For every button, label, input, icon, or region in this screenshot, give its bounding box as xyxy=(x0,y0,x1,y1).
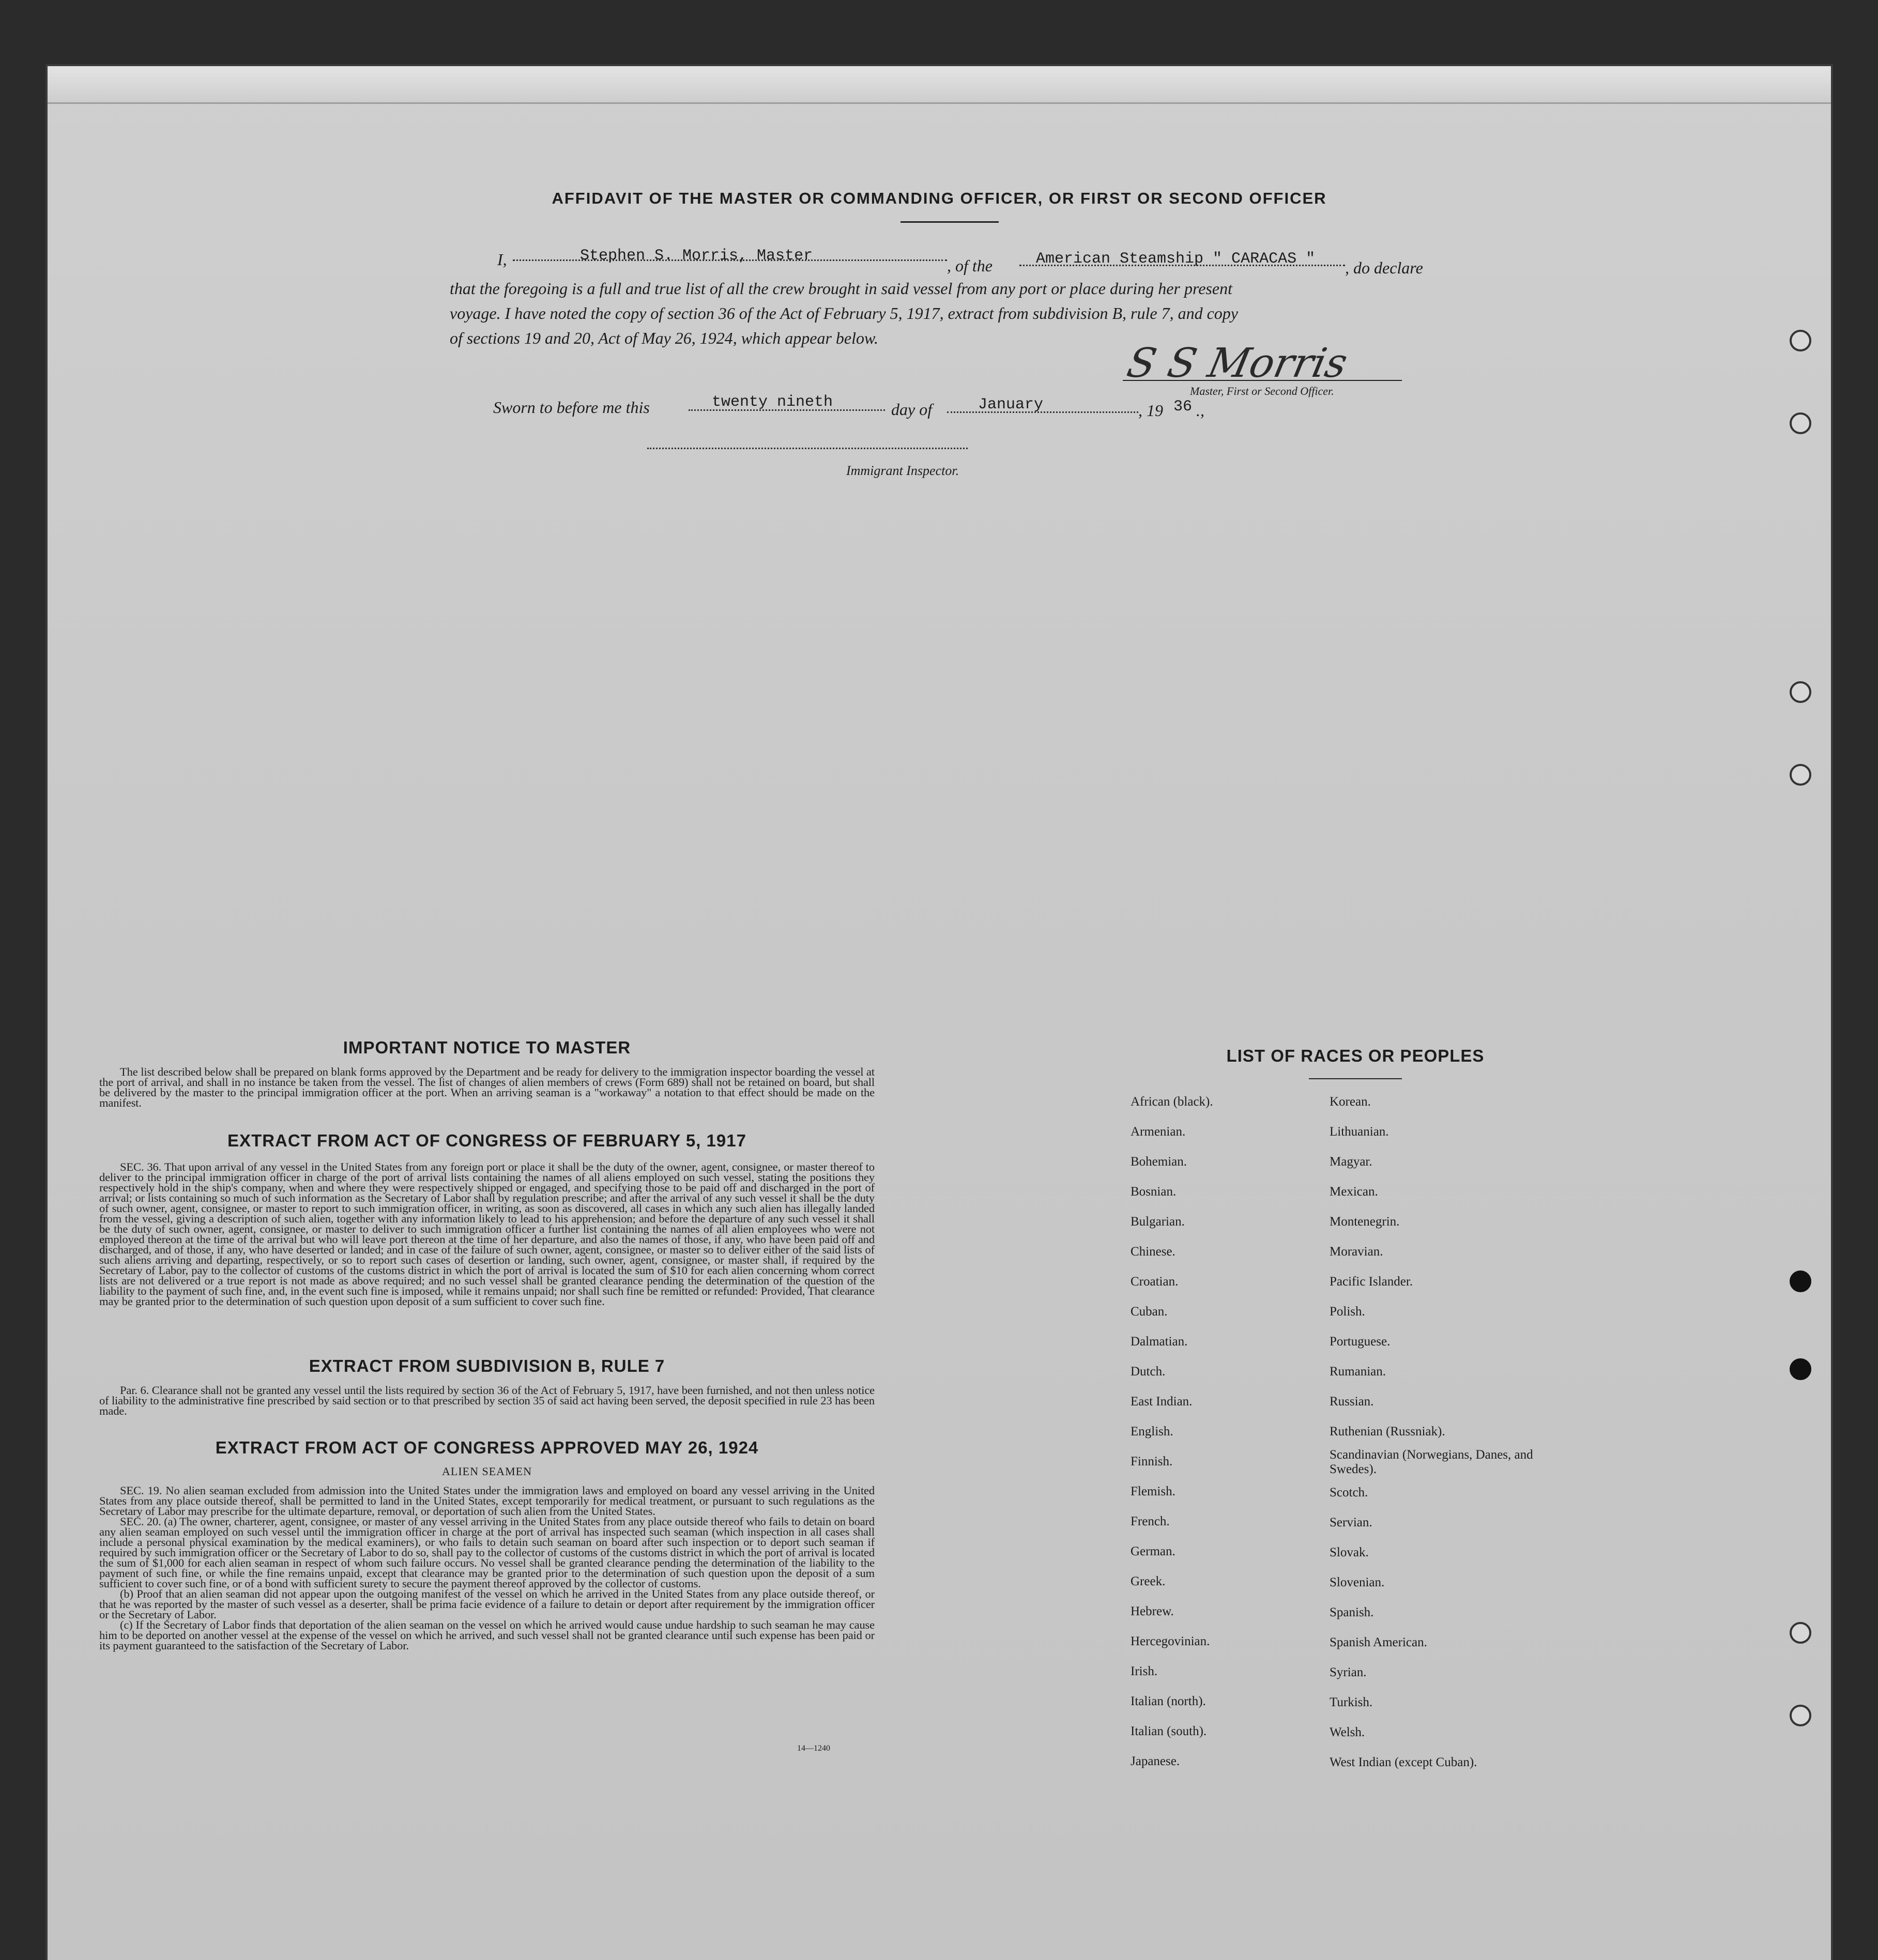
of-the-text: , of the xyxy=(947,256,993,275)
race-item: Scandinavian (Norwegians, Danes, and Swedes). xyxy=(1330,1448,1533,1476)
race-item: Spanish American. xyxy=(1330,1635,1427,1649)
binder-hole xyxy=(1790,412,1811,434)
affidavit-title: AFFIDAVIT OF THE MASTER OR COMMANDING OFFICER, OR FIRST OR SECOND OFFICER xyxy=(552,189,1327,207)
rule7-text: Par. 6. Clearance shall not be granted any vessel until the lists required by section 36 of the Act of February 5, 1917, have been furnished, and not then unless notice of liability to the administrative fine prescribed by said section or to that prescribed by section 35 of said act having been served, the deposit specified in rule 23 has been made. xyxy=(99,1384,875,1417)
sec20a-text: SEC. 20. (a) The owner, charterer, agent, consignee, or master of any vessel arriving in the United States from any place outside thereof who fails to detain on board any alien seaman employed on such vessel until the immigration officer in charge at the port of arrival has inspected such seaman (which inspection in all cases shall include a personal physical examination by the medical examiners), or who fails to detain such seaman on board after such inspection or to deport such seaman if required by such immigration officer or the Secretary of Labor to do so, shall pay to the collector of customs of the customs district in which the port of arrival is located the sum of $1,000 for each alien seaman in respect of whom such failure occurs. No vessel shall be granted clearance pending the determination of the liability to the payment of such fine, or while the fine remains unpaid, except that clearance may be granted prior to the determination of such question upon the deposit of a sum sufficient to cover such fine, or of a bond with sufficient surety to secure the payment thereof approved by the collector of customs. xyxy=(99,1515,875,1590)
race-item: Dutch. xyxy=(1131,1365,1166,1379)
extract-1917-title: EXTRACT FROM ACT OF CONGRESS OF FEBRUARY 5, 1917 xyxy=(227,1131,746,1150)
race-item: English. xyxy=(1131,1425,1173,1438)
binder-hole xyxy=(1790,764,1811,786)
binder-hole xyxy=(1790,1358,1811,1380)
signature-caption: Master, First or Second Officer. xyxy=(1190,385,1334,397)
race-item: French. xyxy=(1131,1514,1170,1528)
race-item: Korean. xyxy=(1330,1095,1371,1109)
form-number: 14—1240 xyxy=(797,1744,830,1753)
race-item: Bulgarian. xyxy=(1131,1215,1185,1229)
sworn-day: twenty nineth xyxy=(712,393,833,411)
affidavit-line-4: of sections 19 and 20, Act of May 26, 1924, which appear below. xyxy=(450,329,878,347)
sec20c-text: (c) If the Secretary of Labor finds that deportation of the alien seaman on the vessel on which he arrived would cause undue hardship to such seaman he may cause him to be deported on another vessel at the expense of the vessel on which he arrived, and such vessel shall not be granted clearance until such expense has been paid or its payment guaranteed to the satisfaction of the Secretary of Labor. xyxy=(99,1618,875,1652)
races-rule xyxy=(1309,1078,1402,1079)
notice-block xyxy=(99,1067,875,1108)
race-item: Bohemian. xyxy=(1131,1155,1187,1169)
races-right-column xyxy=(1330,1087,1557,1778)
race-item: Servian. xyxy=(1330,1515,1372,1529)
binder-hole xyxy=(1790,1622,1811,1644)
notice-title: IMPORTANT NOTICE TO MASTER xyxy=(343,1038,631,1057)
master-signature: S S Morris xyxy=(1123,340,1352,387)
sec20b-text: (b) Proof that an alien seaman did not appear upon the outgoing manifest of the vessel on which he arrived in the United States from any place outside thereof, or that he was reported by the master of such vessel as a deserter, shall be prima facie evidence of a failure to detain or deport after requirement by the immigration officer or the Secretary of Labor. xyxy=(99,1587,875,1621)
race-item: West Indian (except Cuban). xyxy=(1330,1755,1477,1769)
do-declare-text: , do declare xyxy=(1345,258,1423,277)
race-item: Portuguese. xyxy=(1330,1335,1391,1349)
inspector-caption: Immigrant Inspector. xyxy=(846,463,959,478)
race-item: Slovenian. xyxy=(1330,1575,1385,1589)
inspector-line xyxy=(647,448,968,449)
race-item: Hebrew. xyxy=(1131,1604,1174,1618)
binder-hole xyxy=(1790,1270,1811,1292)
document-page xyxy=(48,66,1831,1960)
races-left-column xyxy=(1131,1087,1213,1777)
race-item: Polish. xyxy=(1330,1305,1365,1319)
race-item: Mexican. xyxy=(1330,1185,1378,1199)
top-fold xyxy=(48,66,1831,104)
notice-text: The list described below shall be prepared on blank forms approved by the Department and be ready for delivery to the immigration inspector boarding the vessel at the port of arrival, and shall in no instance be taken from the vessel. The list of changes of alien members of crews (Form 689) shall not be retained on board, but shall be delivered by the master to the principal immigration officer at the port. When an arriving seaman is a "workaway" a notation to that effect should be made on the manifest. xyxy=(99,1065,875,1109)
race-item: Greek. xyxy=(1131,1574,1166,1588)
signature-line xyxy=(1123,380,1402,381)
year-prefix: , 19 xyxy=(1138,401,1163,420)
race-item: Slovak. xyxy=(1330,1545,1369,1559)
race-item: Flemish. xyxy=(1131,1484,1175,1498)
race-item: Cuban. xyxy=(1131,1305,1168,1319)
race-item: Croatian. xyxy=(1131,1275,1179,1289)
binder-hole xyxy=(1790,330,1811,351)
year-suffix: ., xyxy=(1196,401,1204,420)
race-item: Welsh. xyxy=(1330,1725,1365,1739)
race-item: Montenegrin. xyxy=(1330,1215,1400,1229)
day-of-text: day of xyxy=(891,400,933,419)
race-item: Hercegovinian. xyxy=(1131,1634,1210,1648)
race-item: Syrian. xyxy=(1330,1665,1367,1679)
race-item: Ruthenian (Russniak). xyxy=(1330,1425,1445,1438)
race-item: Finnish. xyxy=(1131,1454,1173,1468)
races-title: LIST OF RACES OR PEOPLES xyxy=(1226,1046,1485,1065)
title-rule xyxy=(900,221,999,223)
declarant-name: Stephen S. Morris, Master xyxy=(580,247,813,265)
rule7-title: EXTRACT FROM SUBDIVISION B, RULE 7 xyxy=(309,1356,665,1375)
sec19-text: SEC. 19. No alien seaman excluded from admission into the United States under the immigration laws and employed on board any vessel arriving in the United States from any place outside thereof, shall be permitted to land in the United States, except temporarily for medical treatment, or pursuant to such regulations as the Secretary of Labor may prescribe for the ultimate departure, removal, or deportation of such alien from the United States. xyxy=(99,1484,875,1518)
extract-1924-title: EXTRACT FROM ACT OF CONGRESS APPROVED MAY 26, 1924 xyxy=(215,1438,759,1457)
sworn-year: 36 xyxy=(1173,398,1193,416)
binder-hole xyxy=(1790,1705,1811,1726)
race-item: Pacific Islander. xyxy=(1330,1275,1413,1289)
race-item: Moravian. xyxy=(1330,1245,1383,1259)
race-item: Chinese. xyxy=(1131,1245,1175,1259)
race-item: Bosnian. xyxy=(1131,1185,1177,1199)
race-item: German. xyxy=(1131,1544,1175,1558)
race-item: East Indian. xyxy=(1131,1395,1193,1408)
vessel-name: American Steamship " CARACAS " xyxy=(1036,250,1316,268)
binder-hole xyxy=(1790,681,1811,703)
affidavit-line-2: that the foregoing is a full and true list of all the crew brought in said vessel from any port or place during her present xyxy=(450,279,1232,298)
race-item: Italian (south). xyxy=(1131,1724,1207,1738)
extract-1924-block xyxy=(99,1486,875,1703)
race-item: Turkish. xyxy=(1330,1695,1373,1709)
race-item: Spanish. xyxy=(1330,1605,1374,1619)
sworn-prefix: Sworn to before me this xyxy=(493,398,650,417)
affidavit-lead: I, xyxy=(497,250,507,269)
race-item: Japanese. xyxy=(1131,1754,1180,1768)
extract-1924-subtitle: ALIEN SEAMEN xyxy=(442,1465,532,1478)
race-item: Italian (north). xyxy=(1131,1694,1206,1708)
race-item: Armenian. xyxy=(1131,1125,1186,1139)
race-item: Magyar. xyxy=(1330,1155,1372,1169)
rule7-block xyxy=(99,1385,875,1417)
race-item: Lithuanian. xyxy=(1330,1125,1389,1139)
sworn-month: January xyxy=(978,396,1044,414)
extract-1917-text: SEC. 36. That upon arrival of any vessel in the United States from any foreign port or place it shall be the duty of the owner, agent, consignee, or master thereof to deliver to the principal immigration officer in charge of the port of arrival lists containing the names of all aliens employed on such vessel, stating the positions they respectively hold in the ship's company, when and where they were respectively shipped or engaged, and specifying those to be paid off and discharged in the port of arrival; or lists containing so much of such information as the Secretary of Labor shall by regulation prescribe; and after the arrival of any such vessel it shall be the duty of such owner, agent, consignee, or master to report to such immigration officer, in writing, as soon as discovered, all cases in which any such alien has illegally landed from the vessel, giving a description of such alien, together with any information likely to lead to his apprehension; and before the departure of any such vessel it shall be the duty of such owner, agent, consignee, or master to deliver to such immigration officer a further list containing the names of all alien employees who were not employed thereon at the time of the arrival but who will leave port thereon at the time of her departure, and also the names of those, if any, who have been paid off and discharged, and of those, if any, who have deserted or landed; and in case of the failure of such owner, agent, consignee, or master so to deliver either of the said lists of such aliens arriving and departing, respectively, or so to report such cases of desertion or landing, such owner, agent, consignee, or master shall, if required by the Secretary of Labor, pay to the collector of customs of the customs district in which the port of arrival is located the sum of $10 for each alien concerning whom correct lists are not delivered or a true report is not made as above required; and no such vessel shall be granted clearance pending the determination of the question of the liability to the payment of such fine, and, in the event such fine is imposed, while it remains unpaid; nor shall such fine be remitted or refunded: Provided, That clearance may be granted prior to the determination of such question upon deposit of a sum sufficient to cover such fine. xyxy=(99,1160,875,1308)
race-item: Dalmatian. xyxy=(1131,1335,1188,1349)
affidavit-line-3: voyage. I have noted the copy of section 36 of the Act of February 5, 1917, extract from subdivision B, rule 7, and copy xyxy=(450,304,1238,323)
race-item: Russian. xyxy=(1330,1395,1374,1408)
extract-1917-block xyxy=(99,1162,875,1338)
race-item: African (black). xyxy=(1131,1095,1213,1109)
race-item: Rumanian. xyxy=(1330,1365,1386,1379)
race-item: Irish. xyxy=(1131,1664,1158,1678)
race-item: Scotch. xyxy=(1330,1486,1368,1499)
